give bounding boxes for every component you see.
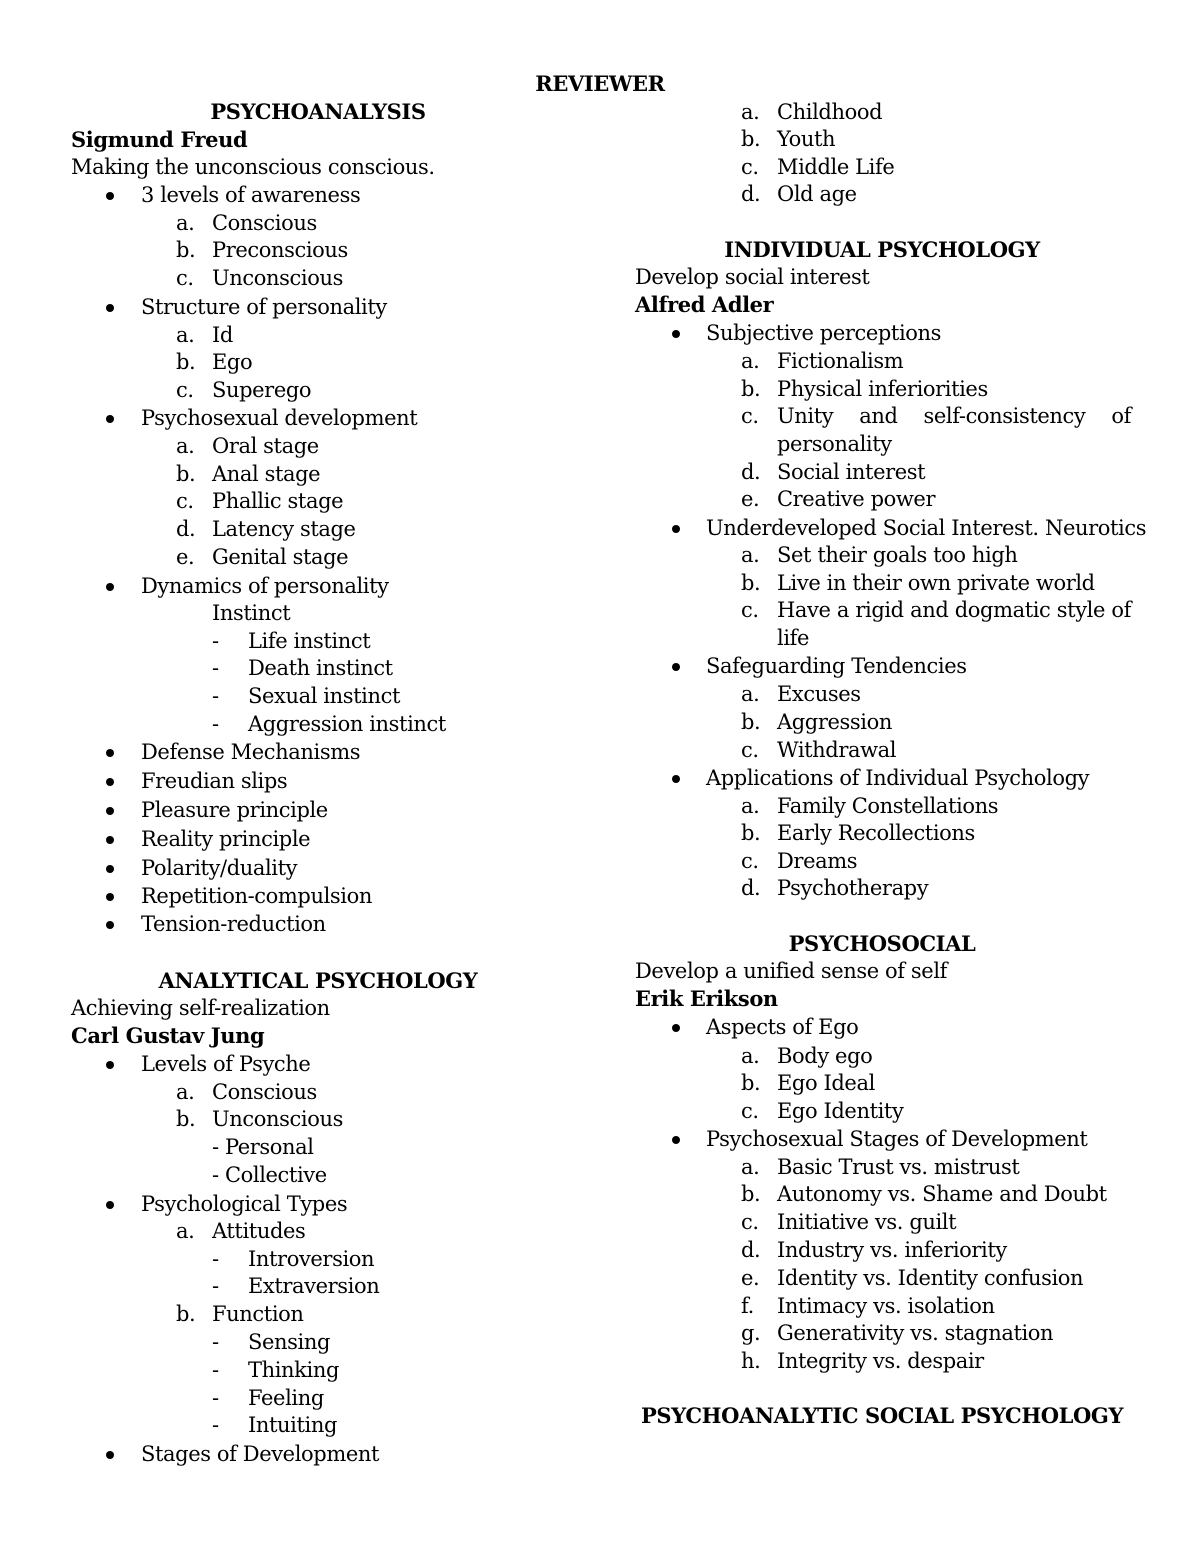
tagline-psychoanalysis: Making the unconscious conscious. [71,155,435,179]
list-item: Set their goals too high [777,543,1018,567]
list-item: Ego Ideal [777,1071,875,1095]
bullet-item: Pleasure principle [141,798,328,822]
list-marker: a. [176,323,195,347]
list-item: Autonomy vs. Shame and Doubt [777,1182,1107,1206]
document-title: REVIEWER [535,71,665,96]
list-item-continuation: life [777,626,810,650]
dash-marker: - [212,1358,219,1382]
list-marker: b. [176,462,196,486]
bullet-stages-of-development: Stages of Development [141,1442,380,1466]
bullet-icon [106,1201,114,1209]
list-marker: c. [176,378,194,402]
sub-heading-instinct: Instinct [212,601,291,625]
list-item: Thinking [248,1358,339,1382]
list-item: Old age [777,182,857,206]
bullet-icon [672,525,680,533]
list-marker: a. [176,1080,195,1104]
list-item: Excuses [777,682,861,706]
dash-marker: - [212,1413,219,1437]
list-marker: b. [741,571,761,595]
bullet-icon [106,778,114,786]
list-marker: c. [741,404,759,428]
list-item: Creative power [777,487,936,511]
bullet-psychosexual-development: Psychosexual development [141,406,418,430]
list-item: Phallic stage [212,489,344,513]
list-item: Industry vs. inferiority [777,1238,1007,1262]
list-item: Physical inferiorities [777,377,988,401]
list-marker: c. [741,738,759,762]
list-marker: d. [741,876,761,900]
section-heading-individual: INDIVIDUAL PSYCHOLOGY [724,237,1040,262]
bullet-aspects-of-ego: Aspects of Ego [706,1015,859,1039]
list-item: Life instinct [248,629,371,653]
bullet-item: Repetition-compulsion [141,884,372,908]
dash-marker: - [212,1386,219,1410]
list-marker: b. [741,821,761,845]
list-marker: c. [741,598,759,622]
list-item: Generativity vs. stagnation [777,1321,1054,1345]
tagline-analytical: Achieving self-realization [71,996,330,1020]
bullet-dynamics-of-personality: Dynamics of personality [141,574,389,598]
list-marker: b. [741,127,761,151]
dash-marker: - [212,1274,219,1298]
bullet-levels-of-psyche: Levels of Psyche [141,1052,311,1076]
bullet-safeguarding-tendencies: Safeguarding Tendencies [706,654,967,678]
list-marker: f. [741,1294,754,1318]
list-item: Family Constellations [777,794,999,818]
list-item: Psychotherapy [777,876,929,900]
list-marker: c. [741,849,759,873]
list-item: Unconscious [212,266,343,290]
bullet-item: Reality principle [141,827,311,851]
bullet-icon [106,865,114,873]
list-item: Body ego [777,1044,873,1068]
list-marker: e. [741,1266,760,1290]
bullet-item: Freudian slips [141,769,288,793]
author-freud: Sigmund Freud [71,127,248,152]
list-item: Preconscious [212,238,348,262]
list-item: Oral stage [212,434,319,458]
list-item-continuation: personality [777,432,892,456]
tagline-individual: Develop social interest [635,265,870,289]
list-marker: b. [741,1071,761,1095]
list-item: Latency stage [212,517,356,541]
list-item: Ego [212,350,253,374]
list-item: Id [212,323,233,347]
list-marker: a. [741,543,760,567]
list-item: Conscious [212,211,317,235]
list-item: Sexual instinct [248,684,400,708]
list-item-attitudes: Attitudes [212,1219,306,1243]
list-item: Live in their own private world [777,571,1095,595]
list-item: Extraversion [248,1274,380,1298]
list-item: Conscious [212,1080,317,1104]
bullet-icon [106,1451,114,1459]
bullet-icon [106,192,114,200]
list-item: Youth [777,127,836,151]
list-item-function: Function [212,1302,304,1326]
tagline-psychosocial: Develop a unified sense of self [635,959,948,983]
list-item: Aggression instinct [248,712,446,736]
list-marker: c. [176,266,194,290]
list-item: Unconscious [212,1107,343,1131]
section-heading-psychoanalytic-social: PSYCHOANALYTIC SOCIAL PSYCHOLOGY [640,1403,1124,1428]
list-marker: b. [176,1107,196,1131]
list-item: Introversion [248,1247,375,1271]
bullet-icon [106,807,114,815]
dash-marker: - [212,629,219,653]
dash-marker: - [212,684,219,708]
dash-marker: - [212,656,219,680]
bullet-item: Tension-reduction [141,912,326,936]
bullet-structure-of-personality: Structure of personality [141,295,387,319]
list-marker: g. [741,1321,761,1345]
bullet-icon [672,663,680,671]
list-item: Initiative vs. guilt [777,1210,957,1234]
list-item: Have a rigid and dogmatic style of [777,598,1131,622]
list-item: Sensing [248,1330,330,1354]
list-item: Superego [212,378,312,402]
list-item: Integrity vs. despair [777,1349,984,1373]
list-item: Withdrawal [777,738,897,762]
list-item: Genital stage [212,545,349,569]
bullet-icon [672,1136,680,1144]
list-item: Dreams [777,849,858,873]
bullet-icon [106,415,114,423]
list-marker: a. [741,1044,760,1068]
list-item: Social interest [777,460,926,484]
author-jung: Carl Gustav Jung [71,1023,265,1048]
list-marker: b. [741,710,761,734]
bullet-icon [106,893,114,901]
list-marker: a. [741,1155,760,1179]
list-marker: b. [176,350,196,374]
bullet-icon [106,304,114,312]
list-marker: d. [176,517,196,541]
list-marker: c. [741,155,759,179]
dash-marker: - [212,712,219,736]
list-subitem: - Collective [212,1163,327,1187]
list-marker: d. [741,182,761,206]
list-marker: b. [176,1302,196,1326]
bullet-item: Polarity/duality [141,856,298,880]
list-item: Intuiting [248,1413,338,1437]
bullet-icon [106,749,114,757]
list-marker: h. [741,1349,761,1373]
list-marker: a. [741,682,760,706]
list-item: Early Recollections [777,821,975,845]
list-item: Death instinct [248,656,393,680]
list-item: Feeling [248,1386,324,1410]
bullet-icon [672,775,680,783]
list-item: Middle Life [777,155,895,179]
list-marker: e. [176,545,195,569]
dash-marker: - [212,1247,219,1271]
list-marker: a. [741,794,760,818]
bullet-applications: Applications of Individual Psychology [706,766,1090,790]
bullet-icon [672,1024,680,1032]
list-marker: c. [741,1099,759,1123]
author-erikson: Erik Erikson [635,986,778,1011]
bullet-psychosexual-stages: Psychosexual Stages of Development [706,1127,1088,1151]
bullet-icon [106,1061,114,1069]
list-marker: d. [741,1238,761,1262]
bullet-underdeveloped-social-interest: Underdeveloped Social Interest. Neurotics [706,516,1147,540]
list-item: Aggression [777,710,892,734]
list-marker: a. [176,211,195,235]
list-marker: b. [741,377,761,401]
list-marker: b. [176,238,196,262]
list-item: Identity vs. Identity confusion [777,1266,1084,1290]
section-heading-psychosocial: PSYCHOSOCIAL [788,931,976,956]
section-heading-psychoanalysis: PSYCHOANALYSIS [210,99,426,124]
bullet-item: Defense Mechanisms [141,740,361,764]
bullet-icon [106,583,114,591]
list-item: Ego Identity [777,1099,904,1123]
list-marker: c. [741,1210,759,1234]
dash-marker: - [212,1330,219,1354]
list-marker: a. [176,434,195,458]
list-marker: b. [741,1182,761,1206]
bullet-icon [106,921,114,929]
author-adler: Alfred Adler [635,292,774,317]
list-item: Fictionalism [777,349,904,373]
list-item: Basic Trust vs. mistrust [777,1155,1020,1179]
list-item: Intimacy vs. isolation [777,1294,995,1318]
list-marker: c. [176,489,194,513]
list-marker: a. [176,1219,195,1243]
list-marker: a. [741,349,760,373]
list-marker: a. [741,100,760,124]
bullet-icon [106,836,114,844]
bullet-subjective-perceptions: Subjective perceptions [706,321,942,345]
section-heading-analytical: ANALYTICAL PSYCHOLOGY [158,968,478,993]
list-marker: e. [741,487,760,511]
bullet-levels-of-awareness: 3 levels of awareness [141,183,361,207]
list-item: Childhood [777,100,883,124]
list-subitem: - Personal [212,1135,314,1159]
list-marker: d. [741,460,761,484]
bullet-psychological-types: Psychological Types [141,1192,348,1216]
list-item: Anal stage [212,462,321,486]
list-item: Unity and self-consistency of [777,404,1131,428]
bullet-icon [672,330,680,338]
